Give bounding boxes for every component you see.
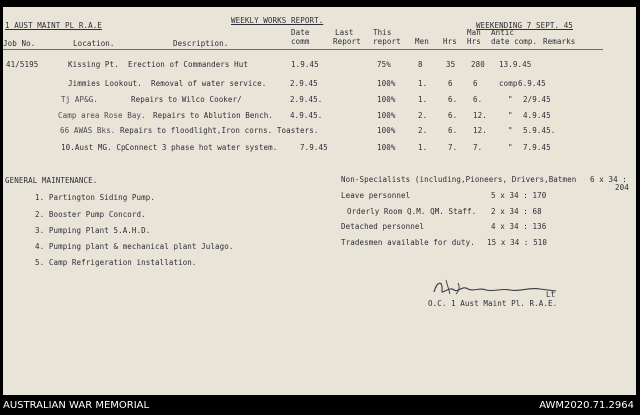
row3-remarks: 2/9.45 [523, 95, 551, 104]
row5-man-hrs: 12. [473, 126, 487, 135]
row6-description: Connect 3 phase hot water system. [125, 143, 278, 152]
row5-location: 66 AWAS Bks. [60, 126, 116, 135]
col-this-report-2: report [373, 37, 401, 46]
row3-description: Repairs to Wilco Cooker/ [131, 95, 242, 104]
personnel-line-label: Tradesmen available for duty. [341, 238, 475, 247]
personnel-line-label: Leave personnel [341, 191, 411, 200]
row6-hrs: 7. [448, 143, 458, 152]
row4-description: Repairs to Ablution Bench. [153, 111, 273, 120]
personnel-title: Non-Specialists (including,Pioneers, Drivers,Batmen [341, 175, 577, 184]
row4-this-report: 100% [377, 111, 396, 120]
col-man-hrs-2: Hrs [467, 37, 481, 46]
row6-antic: " [508, 143, 513, 152]
col-hrs: Hrs [443, 37, 457, 46]
row1-man-hrs: 280 [471, 60, 485, 69]
personnel-title-calc: 6 x 34 : [590, 175, 627, 184]
row4-men: 2. [418, 111, 428, 120]
row3-date-comm: 2.9.45. [290, 95, 323, 104]
maintenance-item: 2. Booster Pump Concord. [35, 210, 146, 219]
row1-hrs: 35 [446, 60, 456, 69]
col-description: Description. [173, 39, 229, 48]
general-maintenance-title: GENERAL MAINTENANCE. [5, 176, 98, 185]
col-this-report-1: This [373, 28, 392, 37]
row1-description: Erection of Commanders Hut [128, 60, 248, 69]
row5-men: 2. [418, 126, 428, 135]
row6-man-hrs: 7. [473, 143, 483, 152]
row3-location: Tj AP&G. [61, 95, 98, 104]
row1-men: 8 [418, 60, 423, 69]
row1-job-no: 41/5195 [6, 60, 39, 69]
personnel-line-label: Orderly Room Q.M. QM. Staff. [347, 207, 477, 216]
row2-hrs: 6 [448, 79, 453, 88]
row2-description: Removal of water service. [151, 79, 267, 88]
signature-title: O.C. 1 Aust Maint Pl. R.A.E. [428, 299, 558, 308]
row4-antic: " [508, 111, 513, 120]
row1-location: Kissing Pt. [68, 60, 119, 69]
row2-antic: comp [499, 79, 518, 88]
header-rule [3, 49, 603, 50]
row2-this-report: 100% [377, 79, 396, 88]
col-antic-1: Antic [491, 28, 515, 37]
col-last-report-2: Report [333, 37, 361, 46]
row2-date-comm: 2.9.45 [290, 79, 318, 88]
row4-hrs: 6. [448, 111, 458, 120]
row1-this-report: 75% [377, 60, 391, 69]
row6-remarks: 7.9.45 [523, 143, 551, 152]
personnel-line-calc: 4 x 34 : 136 [491, 222, 547, 231]
col-date-comm-2: comm [291, 37, 310, 46]
col-date-comm-1: Date [291, 28, 310, 37]
personnel-line-calc: 5 x 34 : 170 [491, 191, 547, 200]
col-last-report-1: Last [335, 28, 354, 37]
row1-date-comm: 1.9.45 [291, 60, 319, 69]
col-location: Location. [73, 39, 115, 48]
row2-man-hrs: 6 [473, 79, 478, 88]
row1-antic: 13.9.45 [499, 60, 532, 69]
personnel-line-label: Detached personnel [341, 222, 425, 231]
maintenance-item: 5. Camp Refrigeration installation. [35, 258, 197, 267]
col-antic-2: date comp. [491, 37, 538, 46]
signature-rank: Lt [546, 290, 556, 299]
personnel-title-total: 204 [615, 183, 629, 192]
col-remarks: Remarks [543, 37, 576, 46]
row4-location: Camp area Rose Bay. [58, 111, 146, 120]
footer-credit: AUSTRALIAN WAR MEMORIAL [3, 400, 150, 411]
report-title: WEEKLY WORKS REPORT. [231, 16, 324, 25]
row5-this-report: 100% [377, 126, 396, 135]
row4-date-comm: 4.9.45. [290, 111, 323, 120]
row5-description: Repairs to floodlight,Iron corns. Toasters. [120, 126, 319, 135]
row3-men: 1. [418, 95, 428, 104]
row6-date-comm: 7.9.45 [300, 143, 328, 152]
maintenance-item: 1. Partington Siding Pump. [35, 193, 155, 202]
row3-antic: " [508, 95, 513, 104]
row2-remarks: 6.9.45 [518, 79, 546, 88]
document-page [3, 7, 636, 395]
maintenance-item: 4. Pumping plant & mechanical plant Julago. [35, 242, 234, 251]
row2-men: 1. [418, 79, 428, 88]
week-ending: WEEKENDING 7 SEPT. 45 [476, 21, 573, 30]
row6-men: 1. [418, 143, 428, 152]
row3-hrs: 6. [448, 95, 458, 104]
row4-remarks: 4.9.45 [523, 111, 551, 120]
personnel-line-calc: 15 x 34 : 510 [487, 238, 547, 247]
row5-antic: " [508, 126, 513, 135]
row6-location: 10.Aust MG. Cp. [61, 143, 131, 152]
row5-remarks: 5.9.45. [523, 126, 556, 135]
maintenance-item: 3. Pumping Plant 5.A.H.D. [35, 226, 151, 235]
footer-accession: AWM2020.71.2964 [539, 400, 634, 411]
signature-image [428, 277, 563, 299]
row3-this-report: 100% [377, 95, 396, 104]
row4-man-hrs: 12. [473, 111, 487, 120]
col-job-no: Job No. [3, 39, 36, 48]
col-man-hrs-1: Man [467, 28, 481, 37]
row6-this-report: 100% [377, 143, 396, 152]
row2-location: Jimmies Lookout. [68, 79, 142, 88]
unit-name: 1 AUST MAINT PL R.A.E [5, 21, 102, 30]
col-men: Men [415, 37, 429, 46]
row3-man-hrs: 6. [473, 95, 483, 104]
personnel-line-calc: 2 x 34 : 68 [491, 207, 542, 216]
row5-hrs: 6. [448, 126, 458, 135]
